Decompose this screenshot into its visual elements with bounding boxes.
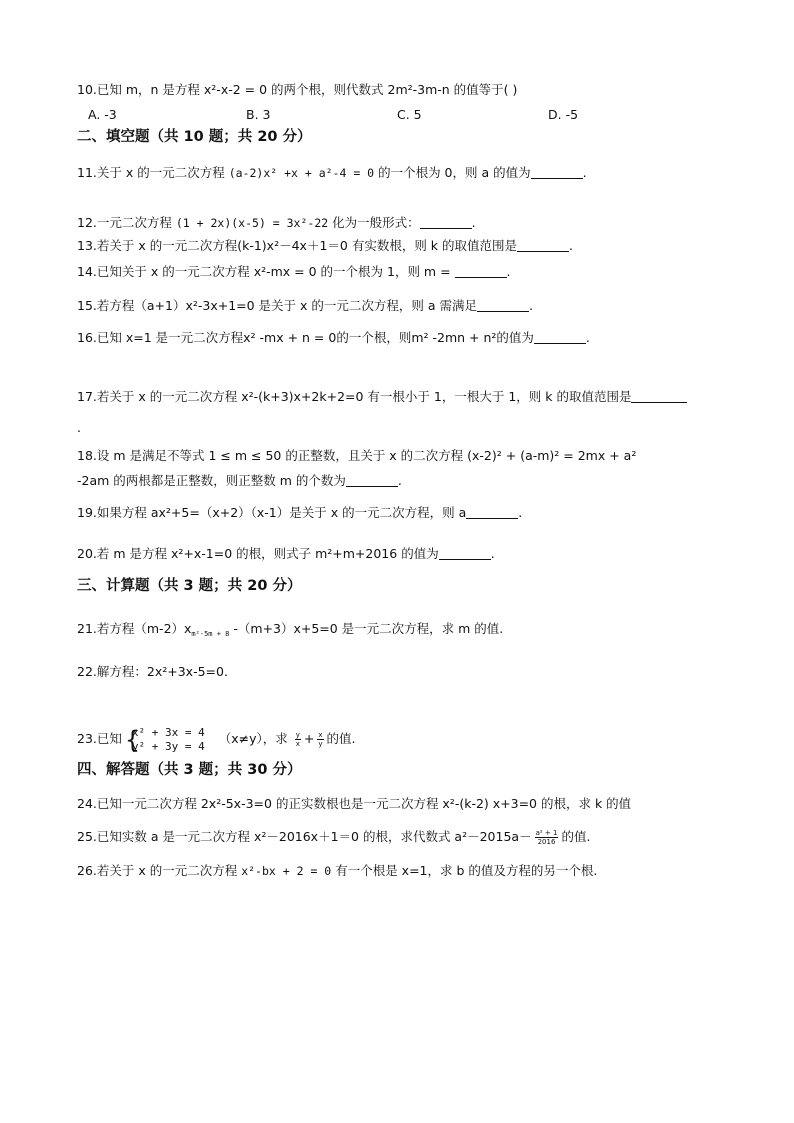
question-11: 11.关于 x 的一元二次方程 (a-2)x² +x + a²-4 = 0 的一个根为 0，则 a 的值为 .	[77, 165, 587, 180]
answer-blank[interactable]	[420, 216, 472, 229]
q10-option-b: B. 3	[246, 107, 271, 122]
answer-blank[interactable]	[531, 166, 583, 179]
question-14: 14.已知关于 x 的一元二次方程 x²-mx = 0 的一个根为 1，则 m = .	[77, 264, 511, 279]
fraction-x-over-y: $\frac{x}{y}$	[318, 731, 323, 748]
question-19: 19.如果方程 ax²+5=（x+2）（x-1）是关于 x 的一元二次方程，则 a .	[77, 505, 523, 520]
section-2-heading: 二、填空题（共 10 题；共 20 分）	[77, 129, 312, 145]
question-17-end: .	[77, 420, 81, 435]
answer-blank[interactable]	[466, 506, 518, 519]
answer-blank[interactable]	[534, 331, 586, 344]
answer-blank[interactable]	[477, 299, 529, 312]
question-15: 15.若方程（a+1）x²-3x+1=0 是关于 x 的一元二次方程，则 a 需满足 .	[77, 298, 533, 313]
q11-text-2: 的一个根为 0，则 a 的值为	[374, 165, 531, 180]
question-24: 24.已知一元二次方程 2x²-5x-3=0 的正实数根也是一元二次方程 x²-(k-2) x+3=0 的根，求 k 的值	[77, 796, 632, 811]
question-23: 23.已知 { x² + 3x = 4 y² + 3y = 4 （x≠y），求 $\frac{y}{x}$ + $\frac{x}{y}$ 的值.	[77, 725, 356, 754]
question-13: 13.若关于 x 的一元二次方程(k-1)x²－4x＋1＝0 有实数根，则 k 的取值范围是 .	[77, 238, 573, 253]
question-16: 16.已知 x=1 是一元二次方程x² -mx + n = 0的一个根，则m² -2mn + n²的值为 .	[77, 330, 590, 345]
section-3-heading: 三、计算题（共 3 题；共 20 分）	[77, 578, 302, 594]
question-18-line-1: 18.设 m 是满足不等式 1 ≤ m ≤ 50 的正整数，且关于 x 的二次方程 (x-2)² + (a-m)² = 2mx + a²	[77, 448, 637, 463]
question-20: 20.若 m 是方程 x²+x-1=0 的根，则式子 m²+m+2016 的值为 .	[77, 546, 495, 561]
question-18-line-2: -2am 的两根都是正整数，则正整数 m 的个数为 .	[77, 473, 402, 488]
question-17: 17.若关于 x 的一元二次方程 x²-(k+3)x+2k+2=0 有一根小于 1，一根大于 1，则 k 的取值范围是	[77, 389, 687, 405]
answer-blank[interactable]	[517, 239, 569, 252]
q12-equation: (1 + 2x)(x-5) = 3x²-22	[175, 216, 329, 230]
question-22: 22.解方程：2x²+3x-5=0.	[77, 664, 228, 679]
q10-option-c: C. 5	[397, 107, 422, 122]
equation-system: { x² + 3x = 4 y² + 3y = 4	[124, 725, 205, 754]
q10-option-d: D. -5	[548, 107, 579, 122]
answer-blank[interactable]	[439, 547, 491, 560]
question-12: 12.一元二次方程 (1 + 2x)(x-5) = 3x²-22 化为一般形式： .	[77, 215, 476, 230]
fraction-a2plus1-over-2016: $\frac{\text{a² + 1}}{2016}$	[535, 829, 558, 846]
question-10: 10.已知 m，n 是方程 x²-x-2 = 0 的两个根，则代数式 2m²-3m-n 的值等于( )	[77, 82, 518, 97]
left-brace-icon: {	[124, 725, 141, 754]
section-4-heading: 四、解答题（共 3 题；共 30 分）	[77, 762, 302, 778]
q21-exponent: m²-5m + 8	[191, 630, 230, 638]
answer-blank[interactable]	[631, 390, 687, 403]
q10-option-a: A. -3	[88, 107, 117, 122]
answer-blank[interactable]	[346, 474, 398, 487]
q11-equation: (a-2)x² +x + a²-4 = 0	[228, 166, 375, 180]
fraction-y-over-x: $\frac{y}{x}$	[295, 731, 300, 748]
answer-blank[interactable]	[455, 265, 507, 278]
q26-equation: x²-bx + 2 = 0	[241, 864, 332, 878]
q11-text: 11.关于 x 的一元二次方程	[77, 165, 229, 180]
question-21: 21.若方程$(m-2)x_{m^2-5m + 8}$ -（m+3）x+5=0 是一元二次方程，求 m 的值.	[77, 621, 504, 638]
question-26: 26.若关于 x 的一元二次方程 x²-bx + 2 = 0 有一个根是 x=1，求 b 的值及方程的另一个根.	[77, 863, 598, 878]
question-25: 25.已知实数 a 是一元二次方程 x²－2016x＋1＝0 的根，求代数式 a²－2015a－ $\frac{\text{a² + 1}}{2016}$ 的值.	[77, 829, 591, 846]
